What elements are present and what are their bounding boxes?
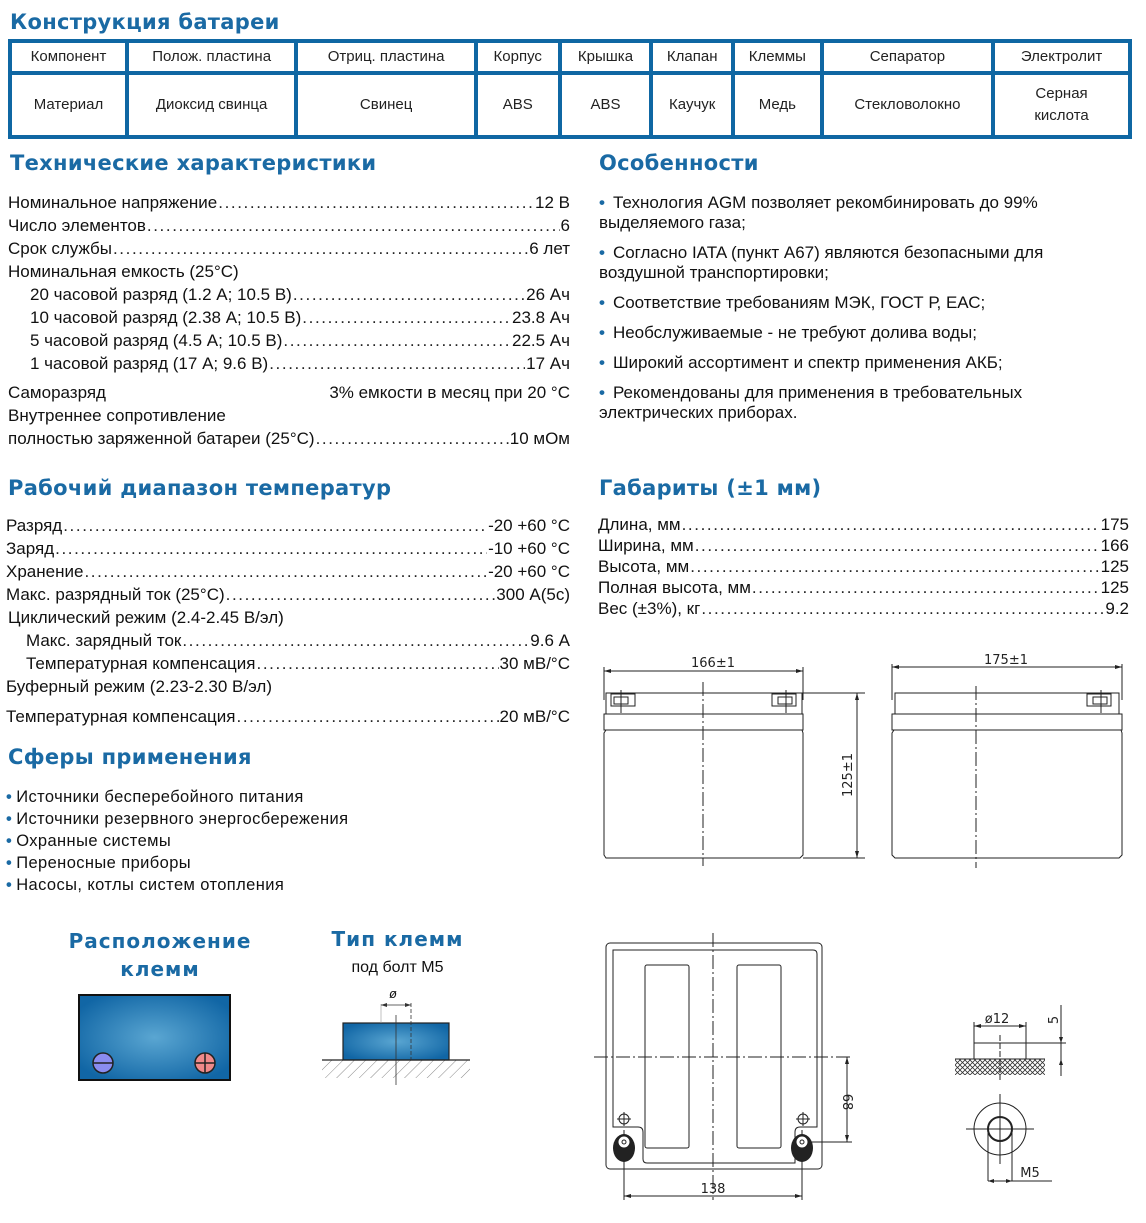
side-width-label: 166±1 xyxy=(691,656,735,671)
spec-value: 23.8 Ач xyxy=(511,308,570,327)
table-cell: Компонент xyxy=(10,41,127,73)
table-cell: Сепаратор xyxy=(822,41,993,73)
spec-label: Номинальное напряжение xyxy=(8,193,218,212)
spec-label: Номинальная емкость (25°C) xyxy=(8,262,239,281)
height-label: 125±1 xyxy=(841,753,856,797)
table-cell: Клеммы xyxy=(733,41,822,73)
spec-value: 9.6 А xyxy=(530,631,570,650)
diameter-symbol: ø xyxy=(389,986,397,1001)
spec-value: 300 А(5с) xyxy=(496,585,570,604)
spec-label: Температурная компенсация xyxy=(26,654,256,673)
table-cell: Стекловолокно xyxy=(822,73,993,137)
spec-value: 9.2 xyxy=(1105,599,1129,618)
spec-label: Ширина, мм xyxy=(598,536,694,555)
spec-value: -20 +60 °C xyxy=(488,562,570,581)
list-item: • Источники бесперебойного питания xyxy=(6,788,304,806)
terminal-detail-drawing xyxy=(955,1005,1066,1181)
bullet-icon: • xyxy=(6,788,13,806)
spec-value: 22.5 Ач xyxy=(511,331,570,350)
table-cell: Крышка xyxy=(560,41,652,73)
list-item: • Рекомендованы для применения в требовательных электрических приборах. xyxy=(599,383,1023,422)
side-view-drawing xyxy=(604,667,865,866)
spec-label: Разряд xyxy=(6,516,63,535)
spec-label: Внутреннее сопротивление xyxy=(8,406,226,425)
table-cell: Диоксид свинца xyxy=(127,73,296,137)
spec-value: 17 Ач xyxy=(526,354,570,373)
bullet-icon: • xyxy=(6,876,13,894)
spec-label: Число элементов xyxy=(8,216,146,235)
spec-value: -10 +60 °C xyxy=(488,539,570,558)
dimensions-title: Габариты (±1 мм) xyxy=(599,476,822,500)
spec-label: Полная высота, мм xyxy=(598,578,751,597)
table-cell: Клапан xyxy=(651,41,732,73)
spec-value: 12 В xyxy=(535,193,570,212)
spec-label: 10 часовой разряд (2.38 А; 10.5 В) xyxy=(30,308,302,327)
terminal-offset-label: 68 xyxy=(839,1093,854,1111)
list-item: • Широкий ассортимент и спектр применения АКБ; xyxy=(599,353,1003,372)
spec-label: 1 часовой разряд (17 А; 9.6 В) xyxy=(30,354,269,373)
table-cell: Полож. пластина xyxy=(127,41,296,73)
list-item: • Необслуживаемые - не требуют долива воды; xyxy=(599,323,977,342)
construction-title: Конструкция батареи xyxy=(10,10,280,34)
spec-value: -20 +60 °C xyxy=(488,516,570,535)
table-cell: Корпус xyxy=(476,41,560,73)
spec-value: 26 Ач xyxy=(526,285,570,304)
spec-label: 5 часовой разряд (4.5 А; 10.5 В) xyxy=(30,331,283,350)
spec-label: Макс. разрядный ток (25°C) xyxy=(6,585,225,604)
table-cell: Материал xyxy=(10,73,127,137)
bullet-icon: • xyxy=(599,353,605,372)
spec-value: 6 лет xyxy=(529,239,570,258)
spec-value: 30 мВ/°C xyxy=(499,654,570,673)
bolt-label: M5 xyxy=(1020,1166,1040,1181)
bullet-icon: • xyxy=(599,323,605,342)
temperature-title: Рабочий диапазон температур xyxy=(8,476,392,500)
terminal-spacing-label: 138 xyxy=(700,1182,726,1197)
table-cell: Электролит xyxy=(993,41,1130,73)
terminal-diameter-label: ø12 xyxy=(984,1012,1010,1027)
tech-title: Технические характеристики xyxy=(10,151,377,175)
bullet-icon: • xyxy=(599,383,605,402)
spec-value: 125 xyxy=(1100,557,1129,576)
spec-label: Буферный режим (2.23-2.30 В/эл) xyxy=(6,677,272,696)
bullet-icon: • xyxy=(6,854,13,872)
spec-value: 6 xyxy=(560,216,570,235)
list-item: • Переносные приборы xyxy=(6,854,192,872)
top-view-drawing xyxy=(594,933,852,1200)
bullet-icon: • xyxy=(599,293,605,312)
spec-label: 20 часовой разряд (1.2 А; 10.5 В) xyxy=(30,285,292,304)
bullet-icon: • xyxy=(599,243,605,262)
bullet-icon: • xyxy=(6,832,13,850)
spec-label: Срок службы xyxy=(8,239,112,258)
list-item: • Согласно IATA (пункт А67) являются безопасными для воздушной транспортировки; xyxy=(599,243,1044,282)
spec-value: 175 xyxy=(1100,515,1129,534)
list-item: • Соответствие требованиям МЭК, ГОСТ Р, ЕАС; xyxy=(599,293,986,312)
spec-value: 3% емкости в месяц при 20 °C xyxy=(329,383,570,402)
table-cell: Серная кислота xyxy=(993,73,1130,137)
spec-label: Температурная компенсация xyxy=(6,707,236,726)
table-cell: ABS xyxy=(560,73,652,137)
spec-label: Хранение xyxy=(6,562,84,581)
spec-label: Высота, мм xyxy=(598,557,690,576)
list-item: • Охранные системы xyxy=(6,832,172,850)
spec-label: Заряд xyxy=(6,539,55,558)
list-item: • Насосы, котлы систем отопления xyxy=(6,876,285,894)
table-cell: Отриц. пластина xyxy=(296,41,476,73)
spec-label: Длина, мм xyxy=(598,515,681,534)
list-item: • Технология AGM позволяет рекомбинировать до 99% выделяемого газа; xyxy=(599,193,1038,232)
front-length-label: 175±1 xyxy=(984,653,1028,668)
spec-value: 125 xyxy=(1100,578,1129,597)
terminal-type-subtitle: под болт М5 xyxy=(351,959,444,976)
terminal-type-title: Тип клемм xyxy=(331,927,464,951)
applications-title: Сферы применения xyxy=(8,745,252,769)
features-title: Особенности xyxy=(599,151,759,175)
spec-label: Саморазряд xyxy=(8,383,106,402)
table-cell: Каучук xyxy=(651,73,732,137)
spec-label: Циклический режим (2.4-2.45 В/эл) xyxy=(8,608,284,627)
list-item: • Источники резервного энергосбережения xyxy=(6,810,349,828)
bullet-icon: • xyxy=(6,810,13,828)
spec-value: 20 мВ/°C xyxy=(499,707,570,726)
spec-label: Макс. зарядный ток xyxy=(26,631,182,650)
table-cell: Медь xyxy=(733,73,822,137)
spec-value: 10 мОм xyxy=(509,429,570,448)
terminal-layout-title: Расположение клемм xyxy=(68,929,252,981)
spec-value: 166 xyxy=(1100,536,1129,555)
bullet-icon: • xyxy=(599,193,605,212)
terminal-height-label: 5 xyxy=(1047,1015,1062,1025)
front-view-drawing xyxy=(892,664,1122,868)
table-cell: ABS xyxy=(476,73,560,137)
table-cell: Свинец xyxy=(296,73,476,137)
spec-label: Вес (±3%), кг xyxy=(598,599,701,618)
spec-label: полностью заряженной батареи (25°C) xyxy=(8,429,315,448)
